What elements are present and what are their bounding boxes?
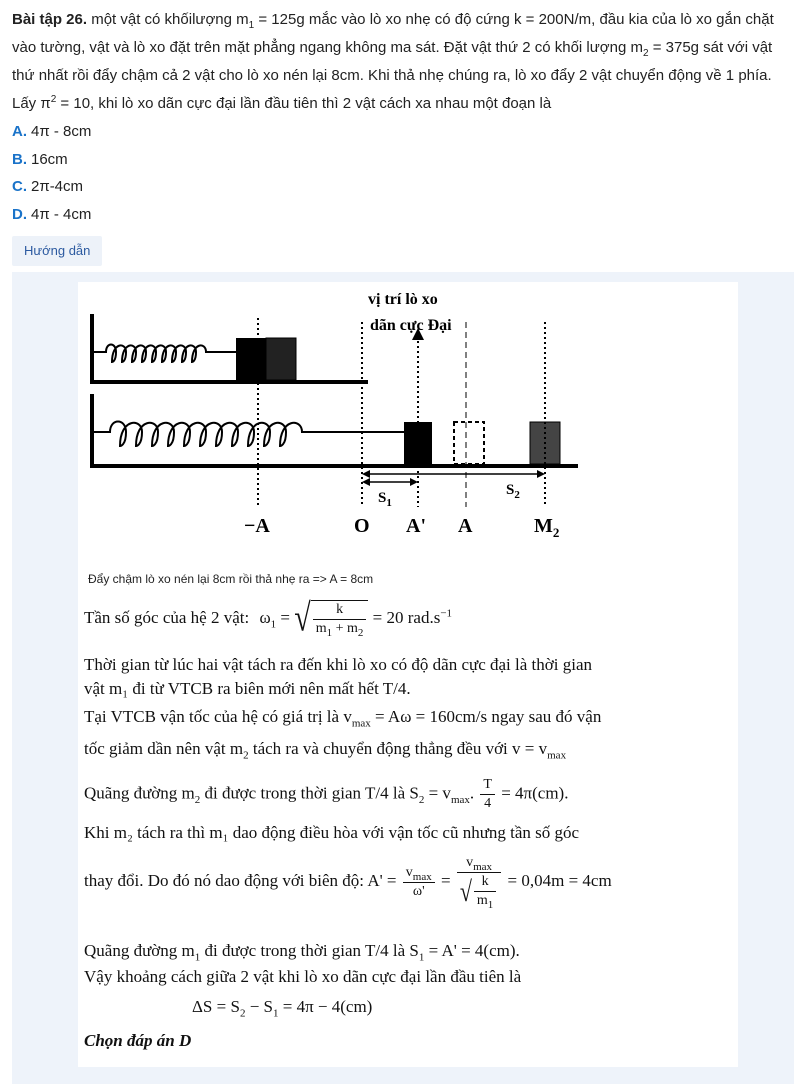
option-b[interactable]: B. 16cm (12, 150, 68, 168)
spring-diagram (78, 282, 738, 572)
omega-line: Tần số góc của hệ 2 vật: $\omega_1$ = √ $\frac{k}{m_1 + m_2}$ = 20 $rad.s^{-1}$ (84, 596, 453, 640)
s1-label: $S_1$ (378, 490, 392, 509)
question-line-1: Bài tập 26. một vật có khốilượng $m_1 = 125g$ mắc vào lò xo nhẹ có độ cứng k = 200N/m, đầu kia của lò xo gắn chặt (12, 11, 774, 31)
para-2-line-2: vật m₁ đi từ VTCB ra biên mới nên mất hết T/4. (84, 679, 411, 698)
answer-options (12, 118, 91, 228)
final-answer: Chọn đáp án D (84, 1031, 192, 1050)
question-line-4: Lấy $\pi^2 = 10$, khi lò xo dãn cực đại lần đầu tiên thì 2 vật cách xa nhau một đoạn là (12, 94, 552, 112)
label-o: O (354, 515, 370, 537)
arrowhead-s2-right (537, 470, 545, 478)
para-4: Quãng đường $m_2$ đi được trong thời gian T/4 là $S_2 = v_{max}$. $\frac{T}{4}$ = 4π(cm). (84, 777, 569, 811)
option-c[interactable]: C. 2π-4cm (12, 178, 84, 195)
option-a[interactable]: A. 4π - 8cm (12, 123, 92, 140)
arrowhead-s2-left (362, 470, 370, 478)
label-a-prime: A' (406, 515, 426, 537)
solution-panel (12, 272, 794, 1084)
question-number: Bài tập 26. (12, 11, 88, 28)
label-minus-a: −A (244, 515, 270, 537)
para-3-line-1: Tại VTCB vận tốc của hệ có giá trị là $v_{max} = A\omega = 160cm/s$ ngay sau đó vận (84, 707, 602, 730)
para-3-line-2: tốc giảm dần nên vật $m_2$ tách ra và chuyển động thẳng đều với $v = v_{max}$ (84, 739, 567, 762)
para-5-line-1: Khi m₂ tách ra thì m₁ dao động điều hòa với vận tốc cũ nhưng tần số góc (84, 823, 580, 842)
question-text (12, 6, 790, 118)
label-m2: $M_2$ (534, 515, 560, 540)
solution-caption: Đẩy chậm lò xo nén lại 8cm rồi thả nhẹ ra => A = 8cm (88, 572, 374, 586)
question-line-3: thứ nhất rồi đẩy chậm cả 2 vật cho lò xo nén lại 8cm. Khi thả nhẹ chúng ra, lò xo đẩy 2 vật chuyển động về 1 phía. (12, 67, 772, 84)
top-label-1: vị trí lò xo (368, 291, 438, 308)
para-8-formula: $\Delta S = S_2 - S_1 = 4\pi - 4(cm)$ (192, 997, 373, 1020)
arrowhead-s1-right (410, 478, 418, 486)
spring-top (92, 345, 236, 363)
sqrt-omega: √ $\frac{k}{m_1 + m_2}$ (294, 600, 368, 638)
para-2-line-1: Thời gian từ lúc hai vật tách ra đến khi lò xo có độ dãn cực đại là thời gian (84, 655, 593, 674)
s2-label: $S_2$ (506, 482, 520, 501)
arrowhead-s1-left (362, 478, 370, 486)
solution-image (78, 282, 738, 1067)
para-5-line-2: thay đổi. Do đó nó dao động với biên độ: A' = $\frac{v_{max}}{\omega'}$ = $v_{max}$ √ $\frac{k}{m_1}$ = 0,04m = 4cm (84, 855, 612, 911)
para-6: Quãng đường $m_1$ đi được trong thời gian T/4 là $S_1 = A' = 4(cm)$. (84, 941, 520, 964)
block-m2-top (266, 338, 296, 380)
question-line-2: vào tường, vật và lò xo đặt trên mặt phẳng ngang không ma sát. Đặt vật thứ 2 có khối lượng $m_2 = 375g$ sát với vật (12, 39, 773, 59)
block-m1-top (236, 338, 266, 380)
para-7: Vậy khoảng cách giữa 2 vật khi lò xo dãn cực đại lần đầu tiên là (84, 967, 522, 986)
top-label-2: dãn cực Đại (370, 317, 452, 334)
label-a: A (458, 515, 473, 537)
spring-bottom (92, 422, 404, 447)
guide-button[interactable]: Hướng dẫn (12, 236, 102, 266)
option-d[interactable]: D. 4π - 4cm (12, 205, 92, 223)
block-dashed-a (454, 422, 484, 464)
